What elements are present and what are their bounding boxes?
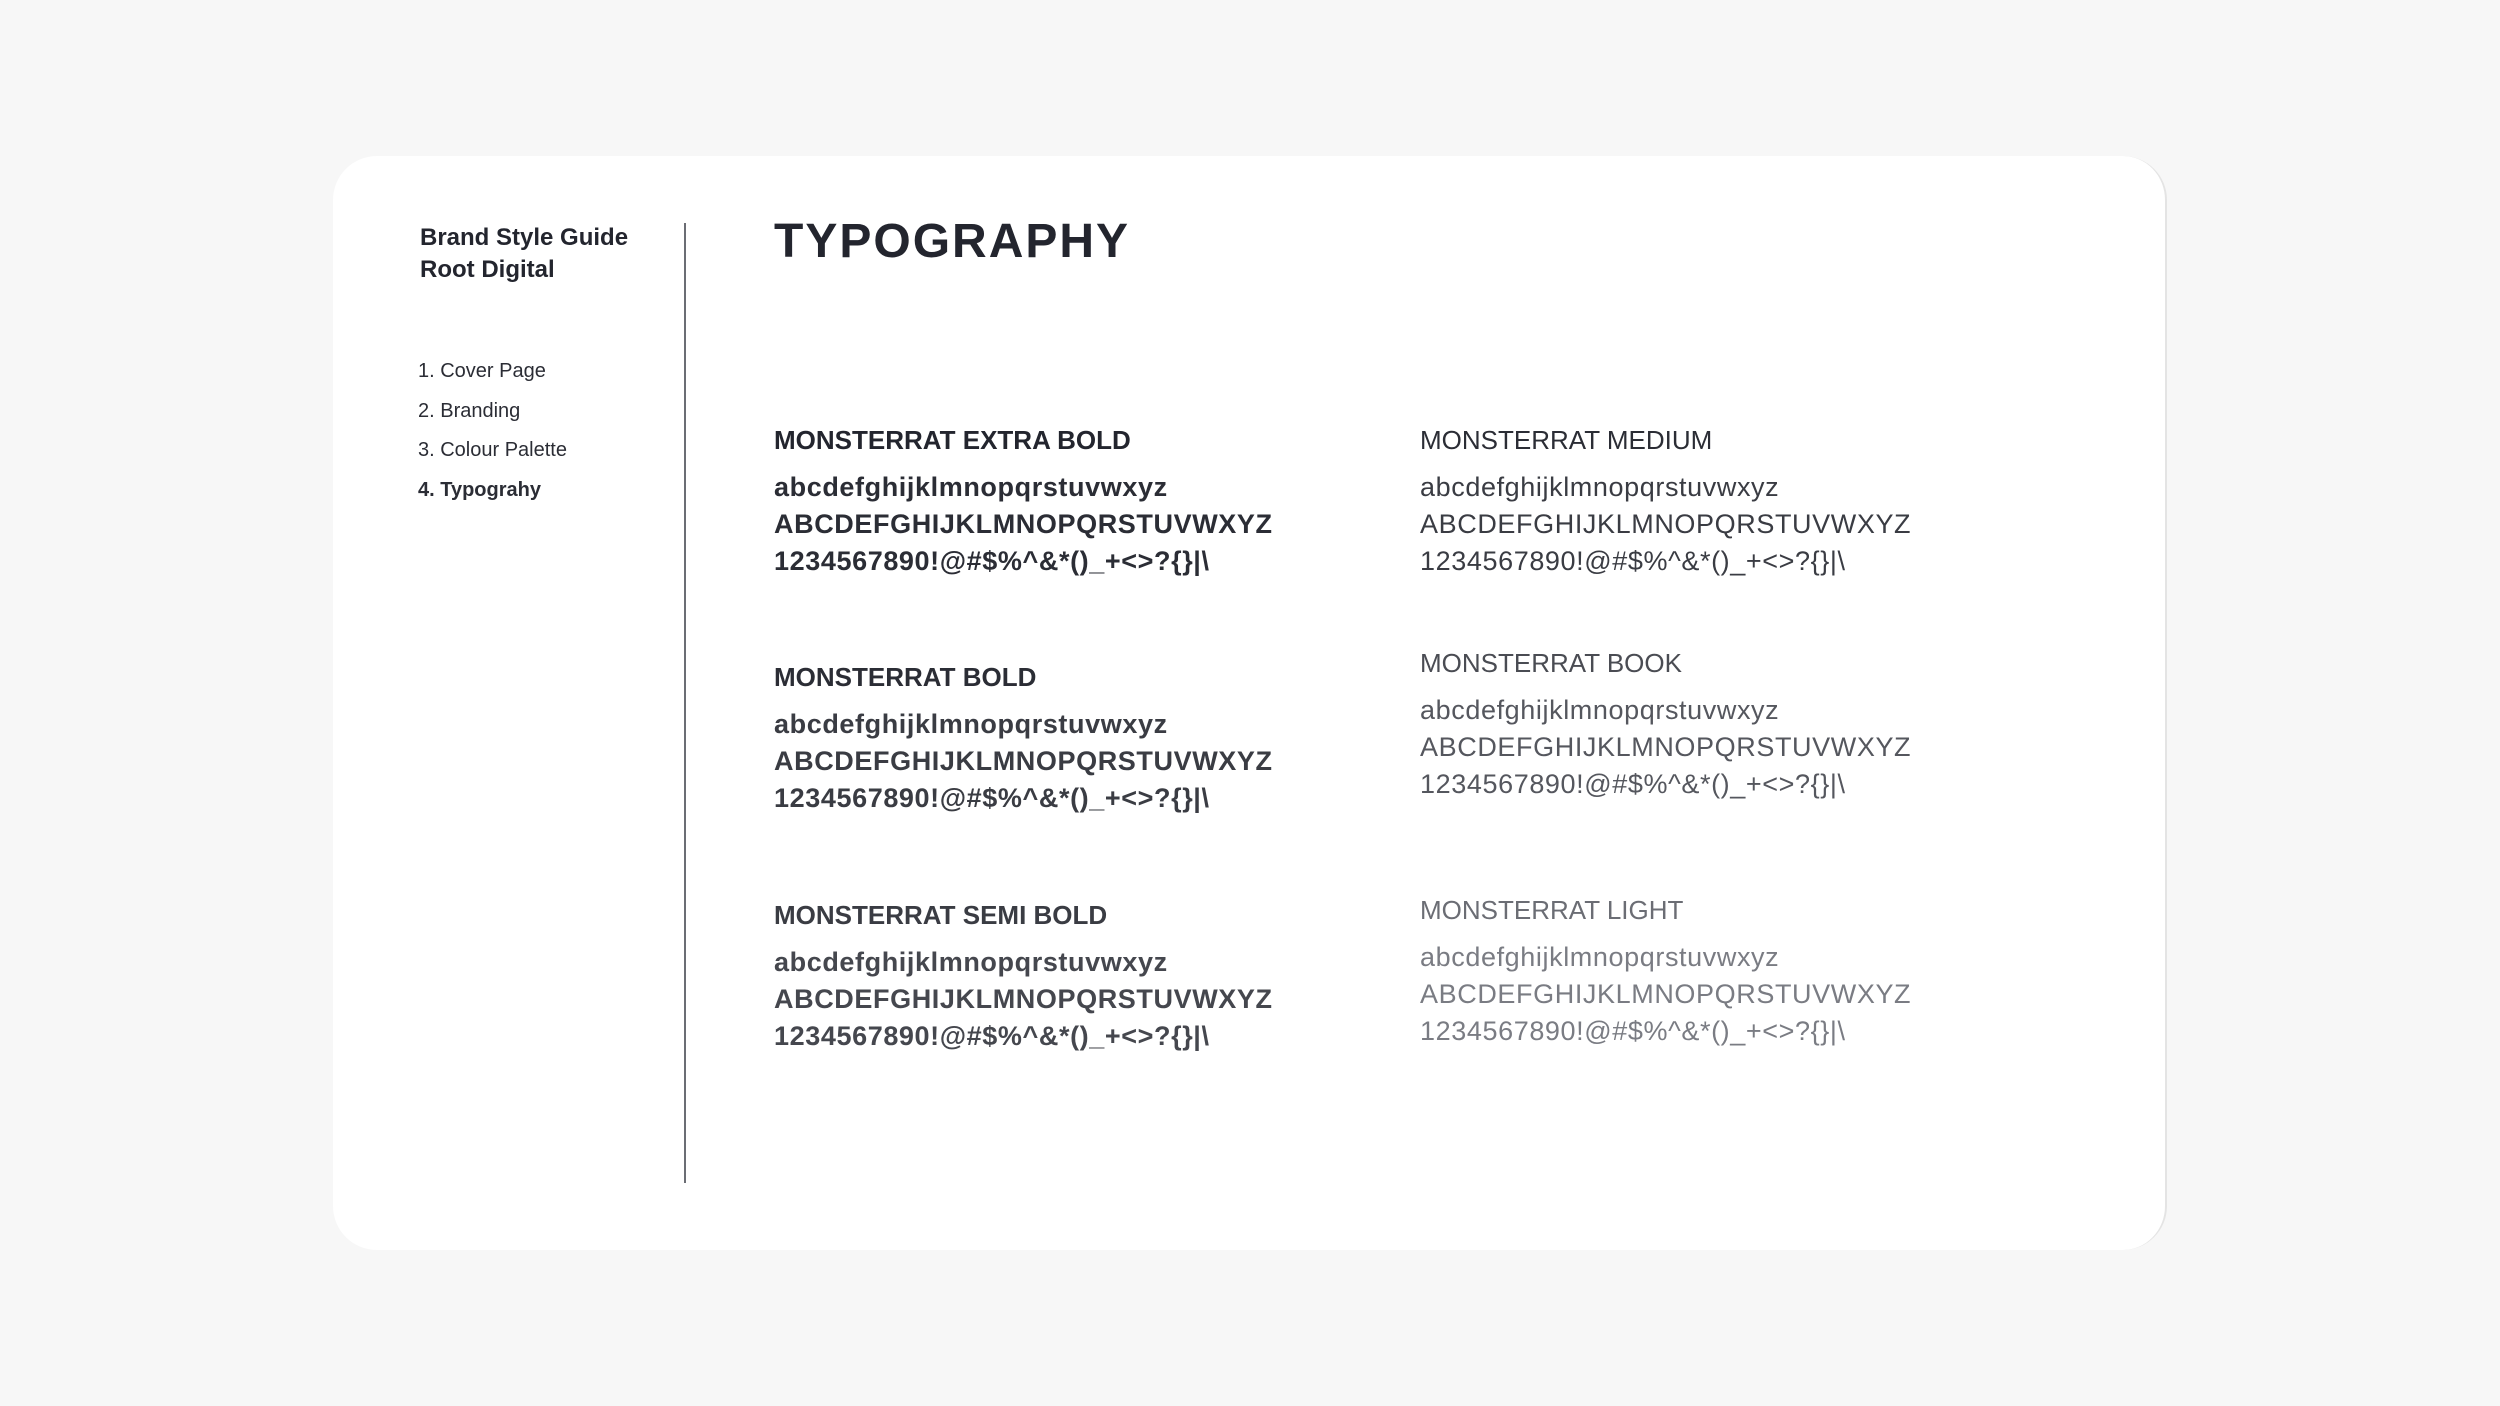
symbols-sample: 1234567890!@#$%^&*()_+<>?{}|\ <box>1420 546 1846 576</box>
font-sample-extra-bold <box>774 424 1273 580</box>
font-sample-book <box>1420 647 1911 803</box>
uppercase-sample: ABCDEFGHIJKLMNOPQRSTUVWXYZ <box>774 984 1273 1014</box>
font-name: MONSTERRAT BOLD <box>774 662 1037 692</box>
font-sample-bold <box>774 661 1273 817</box>
font-name: MONSTERRAT EXTRA BOLD <box>774 425 1131 455</box>
uppercase-sample: ABCDEFGHIJKLMNOPQRSTUVWXYZ <box>1420 979 1912 1009</box>
symbols-sample: 1234567890!@#$%^&*()_+<>?{}|\ <box>774 783 1210 813</box>
company-name: Root Digital <box>420 256 555 283</box>
nav-item-typography[interactable]: 4. Typograhy <box>418 478 541 501</box>
font-name: MONSTERRAT MEDIUM <box>1420 425 1713 455</box>
font-sample-medium <box>1420 424 1911 580</box>
lowercase-sample: abcdefghijklmnopqrstuvwxyz <box>774 947 1168 977</box>
lowercase-sample: abcdefghijklmnopqrstuvwxyz <box>1420 472 1780 502</box>
lowercase-sample: abcdefghijklmnopqrstuvwxyz <box>1420 695 1780 725</box>
symbols-sample: 1234567890!@#$%^&*()_+<>?{}|\ <box>1420 1016 1846 1046</box>
sidebar-nav <box>418 352 567 510</box>
uppercase-sample: ABCDEFGHIJKLMNOPQRSTUVWXYZ <box>774 509 1273 539</box>
nav-item-colour-palette[interactable]: 3. Colour Palette <box>418 439 567 461</box>
font-name: MONSTERRAT BOOK <box>1420 648 1682 678</box>
uppercase-sample: ABCDEFGHIJKLMNOPQRSTUVWXYZ <box>774 746 1273 776</box>
vertical-divider <box>684 223 686 1183</box>
font-name: MONSTERRAT LIGHT <box>1420 895 1684 925</box>
font-sample-semi-bold <box>774 899 1273 1055</box>
lowercase-sample: abcdefghijklmnopqrstuvwxyz <box>1420 942 1780 972</box>
lowercase-sample: abcdefghijklmnopqrstuvwxyz <box>774 472 1168 502</box>
style-guide-card <box>333 156 2167 1250</box>
symbols-sample: 1234567890!@#$%^&*()_+<>?{}|\ <box>774 546 1210 576</box>
lowercase-sample: abcdefghijklmnopqrstuvwxyz <box>774 709 1168 739</box>
font-name: MONSTERRAT SEMI BOLD <box>774 900 1108 930</box>
font-sample-light <box>1420 894 1911 1050</box>
uppercase-sample: ABCDEFGHIJKLMNOPQRSTUVWXYZ <box>1420 732 1912 762</box>
sidebar-title <box>420 222 628 286</box>
nav-item-branding[interactable]: 2. Branding <box>418 399 521 422</box>
uppercase-sample: ABCDEFGHIJKLMNOPQRSTUVWXYZ <box>1420 509 1912 539</box>
symbols-sample: 1234567890!@#$%^&*()_+<>?{}|\ <box>774 1021 1210 1051</box>
page-title: TYPOGRAPHY <box>774 215 1131 268</box>
guide-title: Brand Style Guide <box>420 224 629 251</box>
symbols-sample: 1234567890!@#$%^&*()_+<>?{}|\ <box>1420 769 1846 799</box>
nav-item-cover-page[interactable]: 1. Cover Page <box>418 360 546 382</box>
